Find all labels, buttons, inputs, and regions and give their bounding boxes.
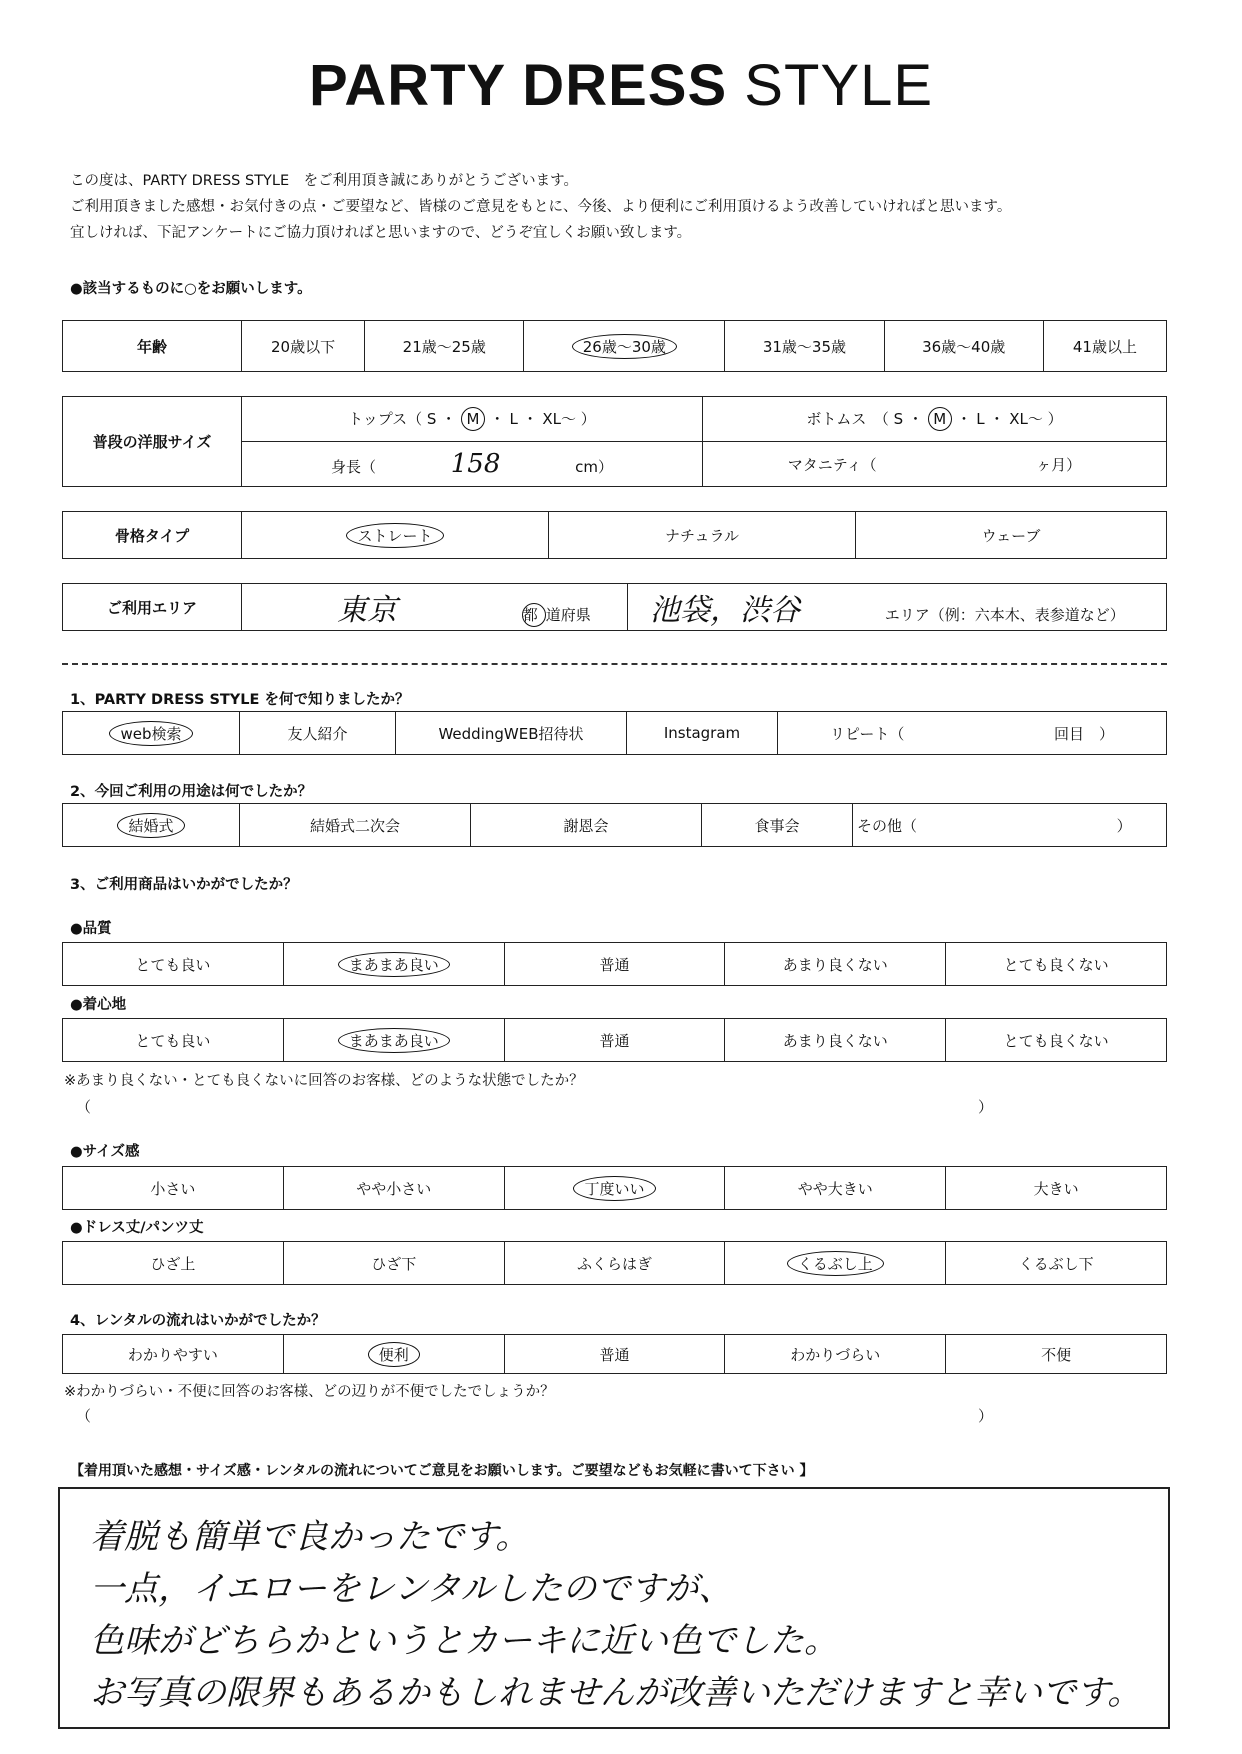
area-table: [62, 583, 1167, 631]
comment-line: 色味がどちらかというとカーキに近い色でした。: [90, 1621, 838, 1661]
q2-option-selected[interactable]: [63, 804, 240, 847]
length-option[interactable]: くるぶし下: [946, 1242, 1167, 1285]
fit-option[interactable]: 大きい: [946, 1167, 1167, 1210]
tops-selected: M: [461, 407, 485, 431]
fit-option[interactable]: やや大きい: [725, 1167, 946, 1210]
comfort-note-open: （: [76, 1098, 92, 1116]
tops-size[interactable]: [242, 397, 703, 442]
quality-table: [62, 942, 1167, 986]
q1-option-selected[interactable]: [63, 712, 240, 755]
prefecture-selected: 都: [522, 603, 546, 627]
tops-prefix: トップス（ S ・: [348, 410, 457, 428]
repeat-suffix: 回目 ）: [1053, 724, 1114, 743]
area-value: 池袋，渋谷: [650, 593, 800, 628]
comfort-option[interactable]: 普通: [504, 1019, 725, 1062]
body-type-table: [62, 511, 1167, 559]
intro-line-1: この度は、PARTY DRESS STYLE をご利用頂き誠にありがとうございます。: [70, 173, 578, 189]
repeat-prefix: リピート（: [830, 724, 905, 743]
q4-title: 4、レンタルの流れはいかがでしたか？: [70, 1313, 326, 1329]
age-label: 年齢: [63, 321, 242, 372]
flow-option[interactable]: 普通: [504, 1335, 725, 1374]
flow-note: ※わかりづらい・不便に回答のお客様、どの辺りが不便でしたでしょうか？: [64, 1384, 555, 1400]
age-table: [62, 320, 1167, 372]
comfort-note-close: ）: [978, 1098, 994, 1116]
q1-option[interactable]: Instagram: [627, 712, 778, 755]
height-suffix: cm）: [575, 458, 614, 476]
fit-option[interactable]: 小さい: [63, 1167, 284, 1210]
maternity-suffix: ヶ月）: [1036, 455, 1082, 474]
quality-option-selected[interactable]: [283, 943, 504, 986]
selection-circle: ストレート: [346, 523, 443, 548]
comfort-option-selected[interactable]: [283, 1019, 504, 1062]
body-type-label: 骨格タイプ: [63, 512, 242, 559]
length-label: ●ドレス丈/パンツ丈: [70, 1220, 204, 1236]
comfort-note: ※あまり良くない・とても良くないに回答のお客様、どのような状態でしたか？: [64, 1073, 584, 1089]
length-option[interactable]: ふくらはぎ: [504, 1242, 725, 1285]
fit-label: ●サイズ感: [70, 1144, 140, 1160]
q2-other[interactable]: [853, 804, 1167, 847]
flow-option[interactable]: わかりやすい: [63, 1335, 284, 1374]
fit-table: [62, 1166, 1167, 1210]
comment-line: 着脱も簡単で良かったです。: [90, 1517, 530, 1557]
length-table: [62, 1241, 1167, 1285]
flow-note-close: ）: [978, 1407, 994, 1425]
bottoms-size[interactable]: [703, 397, 1167, 442]
length-option[interactable]: ひざ下: [283, 1242, 504, 1285]
selection-circle: 便利: [368, 1342, 420, 1367]
body-type-option-selected[interactable]: [242, 512, 549, 559]
q1-title: 1、PARTY DRESS STYLE を何で知りましたか？: [70, 692, 410, 708]
area-hint: エリア（例：六本木、表参道など）: [884, 606, 1125, 624]
selection-circle: web検索: [109, 721, 192, 746]
age-option[interactable]: 21歳～25歳: [365, 321, 524, 372]
flow-option[interactable]: わかりづらい: [725, 1335, 946, 1374]
selection-circle: 結婚式: [117, 813, 184, 838]
selection-circle: くるぶし上: [787, 1251, 884, 1276]
bottoms-selected: M: [928, 407, 952, 431]
bottoms-prefix: ボトムス （ S ・: [806, 410, 923, 428]
flow-option[interactable]: 不便: [946, 1335, 1167, 1374]
maternity-field[interactable]: [703, 442, 1167, 487]
other-close: ）: [1116, 816, 1132, 835]
age-option[interactable]: 20歳以下: [242, 321, 365, 372]
q1-option[interactable]: 友人紹介: [240, 712, 396, 755]
quality-option[interactable]: あまり良くない: [725, 943, 946, 986]
intro-line-3: 宜しければ、下記アンケートにご協力頂ければと思いますので、どうぞ宜しくお願い致します。: [70, 225, 692, 241]
q1-table: [62, 711, 1167, 755]
length-option-selected[interactable]: [725, 1242, 946, 1285]
size-table: [62, 396, 1167, 487]
quality-label: ●品質: [70, 921, 112, 937]
comfort-option[interactable]: とても良くない: [946, 1019, 1167, 1062]
q3-title: 3、ご利用商品はいかがでしたか？: [70, 877, 298, 893]
length-option[interactable]: ひざ上: [63, 1242, 284, 1285]
q2-title: 2、今回ご利用の用途は何でしたか？: [70, 784, 313, 800]
age-option[interactable]: 41歳以上: [1043, 321, 1166, 372]
selection-circle: まあまあ良い: [338, 952, 450, 977]
q1-repeat[interactable]: [778, 712, 1167, 755]
height-prefix: 身長（: [330, 458, 376, 476]
area-field[interactable]: [628, 584, 1167, 631]
prefecture-value: 東京: [337, 593, 397, 628]
fit-option-selected[interactable]: [504, 1167, 725, 1210]
comment-line: 一点，イエローをレンタルしたのですが、: [90, 1569, 733, 1609]
q2-option[interactable]: 結婚式二次会: [240, 804, 471, 847]
area-label: ご利用エリア: [63, 584, 242, 631]
intro-line-2: ご利用頂きました感想・お気付きの点・ご要望など、皆様のご意見をもとに、今後、より便利にご利用頂けるよう改善していければと思います。: [70, 199, 1012, 215]
divider: [62, 663, 1167, 665]
instruction: ●該当するものに○をお願いします。: [70, 281, 312, 297]
comfort-option[interactable]: とても良い: [63, 1019, 284, 1062]
quality-option[interactable]: 普通: [504, 943, 725, 986]
tops-suffix: ・ L ・ XL～ ）: [489, 410, 596, 428]
height-field[interactable]: [242, 442, 703, 487]
flow-note-open: （: [76, 1407, 92, 1425]
page-title: [0, 52, 1242, 119]
q2-option[interactable]: 謝恩会: [471, 804, 702, 847]
title-light: STYLE: [744, 53, 934, 118]
q4-table: [62, 1334, 1167, 1374]
comment-heading: 【着用頂いた感想・サイズ感・レンタルの流れについてご意見をお願いします。ご要望などもお気軽に書いて下さい 】: [70, 1463, 814, 1479]
comment-box[interactable]: [58, 1487, 1170, 1729]
selection-circle: 26歳～30歳: [572, 334, 677, 359]
quality-option[interactable]: とても良くない: [946, 943, 1167, 986]
other-prefix: その他（: [857, 816, 918, 835]
title-bold: PARTY DRESS: [308, 53, 728, 118]
flow-option-selected[interactable]: [283, 1335, 504, 1374]
maternity-prefix: マタニティ（: [787, 455, 877, 474]
comfort-label: ●着心地: [70, 997, 127, 1013]
prefecture-field[interactable]: [242, 584, 628, 631]
body-type-option[interactable]: ウェーブ: [856, 512, 1167, 559]
body-type-option[interactable]: ナチュラル: [549, 512, 856, 559]
selection-circle: 丁度いい: [573, 1176, 655, 1201]
comment-line: お写真の限界もあるかもしれませんが改善いただけますと幸いです。: [90, 1673, 1142, 1713]
fit-option[interactable]: やや小さい: [283, 1167, 504, 1210]
height-value: 158: [450, 449, 501, 479]
q2-table: [62, 803, 1167, 847]
selection-circle: まあまあ良い: [338, 1028, 450, 1053]
age-option[interactable]: 36歳～40歳: [884, 321, 1043, 372]
prefecture-suffix: 道府県: [545, 606, 591, 624]
q1-option[interactable]: WeddingWEB招待状: [396, 712, 627, 755]
quality-option[interactable]: とても良い: [63, 943, 284, 986]
age-option-selected[interactable]: [524, 321, 725, 372]
age-option[interactable]: 31歳～35歳: [725, 321, 884, 372]
comfort-option[interactable]: あまり良くない: [725, 1019, 946, 1062]
q2-option[interactable]: 食事会: [702, 804, 853, 847]
bottoms-suffix: ・ L ・ XL～ ）: [956, 410, 1063, 428]
comfort-table: [62, 1018, 1167, 1062]
size-label: 普段の洋服サイズ: [63, 397, 242, 487]
